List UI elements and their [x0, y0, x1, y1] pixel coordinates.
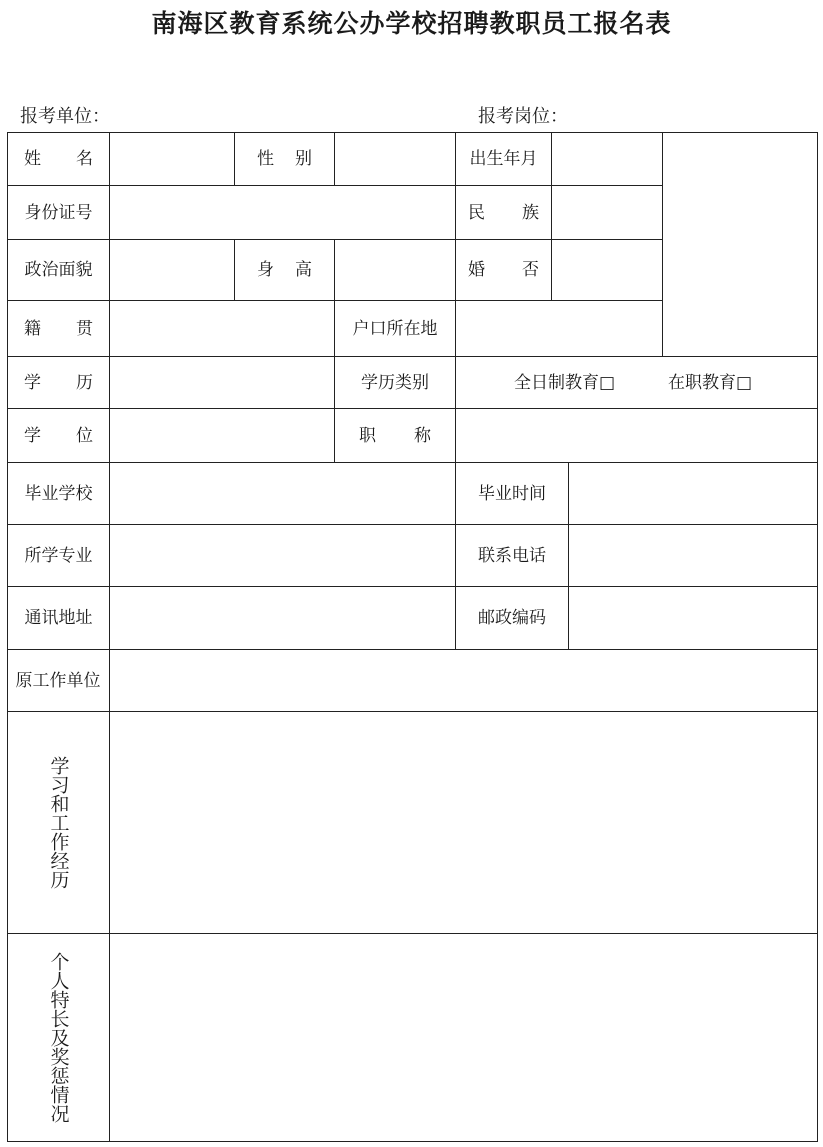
photo-area[interactable]: [663, 133, 817, 356]
origin-label-char2: 贯: [76, 318, 93, 339]
birth-field[interactable]: [552, 133, 662, 185]
origin-field[interactable]: [110, 301, 334, 356]
hukou-label: 户口所在地: [352, 318, 438, 339]
id-card-field[interactable]: [110, 186, 455, 239]
specialty-field[interactable]: [110, 934, 817, 1141]
ethnic-label-char2: 族: [522, 202, 539, 223]
job-title-label: [335, 409, 455, 462]
address-label: 通讯地址: [24, 608, 93, 628]
ethnic-label: [456, 186, 551, 239]
origin-label-char1: 籍: [24, 318, 41, 339]
grad-time-field[interactable]: [569, 463, 817, 524]
address-field[interactable]: [110, 587, 455, 649]
apply-position-label: 报考岗位：: [478, 106, 568, 127]
prev-work-field[interactable]: [110, 650, 817, 711]
major-label: 所学专业: [24, 545, 93, 566]
height-label-char2: 高: [295, 260, 312, 280]
parttime-edu-checkbox[interactable]: 在职教育□: [668, 372, 753, 393]
name-field[interactable]: [110, 133, 234, 185]
education-field[interactable]: [110, 357, 334, 408]
gender-field[interactable]: [335, 133, 455, 185]
height-label: [235, 240, 334, 300]
ethnic-field[interactable]: [552, 186, 662, 239]
marital-label-char1: 婚: [468, 260, 485, 280]
major-field[interactable]: [110, 525, 455, 586]
gender-label-char1: 性: [257, 149, 274, 169]
education-label-char2: 历: [76, 372, 93, 393]
school-label: 毕业学校: [24, 483, 93, 504]
gender-label: [235, 133, 334, 185]
degree-label-char2: 位: [76, 425, 93, 446]
edu-type-label: 学历类别: [361, 372, 429, 393]
name-label: [8, 133, 109, 185]
specialty-label: 个人特长及奖惩情况: [47, 952, 70, 1123]
edu-type-options: [456, 357, 817, 408]
apply-unit-label: 报考单位：: [20, 106, 110, 127]
fulltime-edu-checkbox[interactable]: 全日制教育□: [514, 372, 616, 393]
political-field[interactable]: [110, 240, 234, 300]
id-card-label: 身份证号: [24, 202, 93, 223]
postcode-label: 邮政编码: [478, 608, 546, 628]
phone-field[interactable]: [569, 525, 817, 586]
origin-label: [8, 301, 109, 356]
hukou-field[interactable]: [456, 301, 662, 356]
marital-label-char2: 否: [522, 260, 539, 280]
ethnic-label-char1: 民: [468, 202, 485, 223]
political-label: 政治面貌: [24, 260, 93, 280]
height-label-char1: 身: [257, 260, 274, 280]
phone-label: 联系电话: [478, 545, 546, 566]
grad-time-label: 毕业时间: [478, 483, 546, 504]
experience-field[interactable]: [110, 712, 817, 933]
degree-field[interactable]: [110, 409, 334, 462]
birth-label: 出生年月: [469, 149, 538, 169]
education-label-char1: 学: [24, 372, 41, 393]
form-title: 南海区教育系统公办学校招聘教职员工报名表: [151, 9, 672, 38]
degree-label: [8, 409, 109, 462]
name-label-char1: 姓: [24, 149, 41, 169]
school-field[interactable]: [110, 463, 455, 524]
degree-label-char1: 学: [24, 425, 41, 446]
gender-label-char2: 别: [295, 149, 312, 169]
job-title-field[interactable]: [456, 409, 817, 462]
education-label: [8, 357, 109, 408]
job-title-label-char1: 职: [359, 425, 376, 446]
marital-label: [456, 240, 551, 300]
height-field[interactable]: [335, 240, 455, 300]
experience-label: 学习和工作经历: [47, 756, 70, 889]
job-title-label-char2: 称: [414, 425, 431, 446]
marital-field[interactable]: [552, 240, 662, 300]
prev-work-label: 原工作单位: [15, 670, 101, 691]
name-label-char2: 名: [76, 149, 93, 169]
postcode-field[interactable]: [569, 587, 817, 649]
